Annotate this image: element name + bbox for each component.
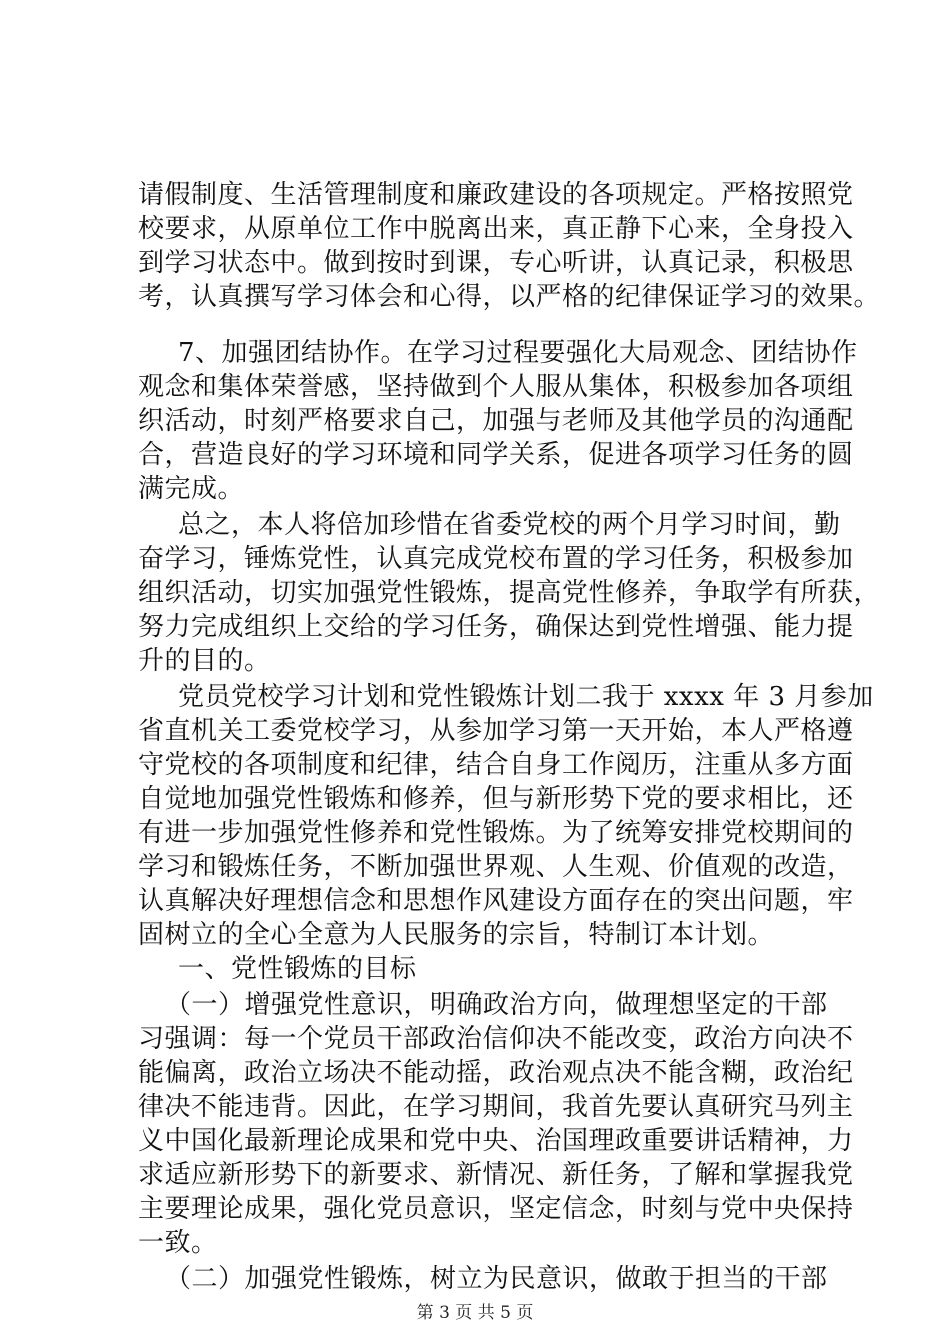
- paragraph-line: 能偏离，政治立场决不能动摇，政治观点决不能含糊，政治纪: [138, 1058, 854, 1088]
- paragraph-line: 党员党校学习计划和党性锻炼计划二我于 xxxx 年 3 月参加: [178, 682, 874, 712]
- paragraph-line: 一致。: [138, 1228, 218, 1258]
- paragraph-line: 律决不能违背。因此，在学习期间，我首先要认真研究马列主: [138, 1092, 854, 1122]
- section-heading: 一、党性锻炼的目标: [178, 954, 417, 984]
- paragraph-line: 合，营造良好的学习环境和同学关系，促进各项学习任务的圆: [138, 440, 854, 470]
- subsection-heading: （一）增强党性意识，明确政治方向，做理想坚定的干部: [165, 990, 828, 1020]
- paragraph-line: 认真解决好理想信念和思想作风建设方面存在的突出问题，牢: [138, 886, 854, 916]
- paragraph-line: 习强调：每一个党员干部政治信仰决不能改变，政治方向决不: [138, 1024, 854, 1054]
- paragraph-line: 有进一步加强党性修养和党性锻炼。为了统筹安排党校期间的: [138, 818, 854, 848]
- paragraph-line: 总之，本人将倍加珍惜在省委党校的两个月学习时间，勤: [178, 510, 841, 540]
- page-footer: 第 3 页 共 5 页: [416, 1303, 534, 1323]
- paragraph-line: 义中国化最新理论成果和党中央、治国理政重要讲话精神，力: [138, 1126, 854, 1156]
- paragraph-line: 努力完成组织上交给的学习任务，确保达到党性增强、能力提: [138, 612, 854, 642]
- paragraph-line: 升的目的。: [138, 646, 271, 676]
- paragraph-line: 学习和锻炼任务，不断加强世界观、人生观、价值观的改造，: [138, 852, 854, 882]
- paragraph-line: 奋学习，锤炼党性，认真完成党校布置的学习任务，积极参加: [138, 544, 854, 574]
- paragraph-line: 请假制度、生活管理制度和廉政建设的各项规定。严格按照党: [138, 180, 854, 210]
- paragraph-line: 考，认真撰写学习体会和心得，以严格的纪律保证学习的效果。: [138, 282, 881, 312]
- paragraph-line: 组织活动，切实加强党性锻炼，提高党性修养，争取学有所获，: [138, 578, 881, 608]
- paragraph-line: 主要理论成果，强化党员意识，坚定信念，时刻与党中央保持: [138, 1194, 854, 1224]
- paragraph-line: 守党校的各项制度和纪律，结合自身工作阅历，注重从多方面: [138, 750, 854, 780]
- paragraph-line: 满完成。: [138, 474, 245, 504]
- paragraph-line: 自觉地加强党性锻炼和修养，但与新形势下党的要求相比，还: [138, 784, 854, 814]
- paragraph-line: 固树立的全心全意为人民服务的宗旨，特制订本计划。: [138, 920, 775, 950]
- paragraph-line: 观念和集体荣誉感，坚持做到个人服从集体，积极参加各项组: [138, 372, 854, 402]
- paragraph-line: 求适应新形势下的新要求、新情况、新任务，了解和掌握我党: [138, 1160, 854, 1190]
- subsection-heading: （二）加强党性锻炼，树立为民意识，做敢于担当的干部: [165, 1264, 828, 1294]
- paragraph-line: 到学习状态中。做到按时到课，专心听讲，认真记录，积极思: [138, 248, 854, 278]
- paragraph-line: 7、加强团结协作。在学习过程要强化大局观念、团结协作: [178, 338, 858, 368]
- paragraph-line: 省直机关工委党校学习，从参加学习第一天开始，本人严格遵: [138, 716, 854, 746]
- paragraph-line: 校要求，从原单位工作中脱离出来，真正静下心来，全身投入: [138, 214, 854, 244]
- paragraph-line: 织活动，时刻严格要求自己，加强与老师及其他学员的沟通配: [138, 406, 854, 436]
